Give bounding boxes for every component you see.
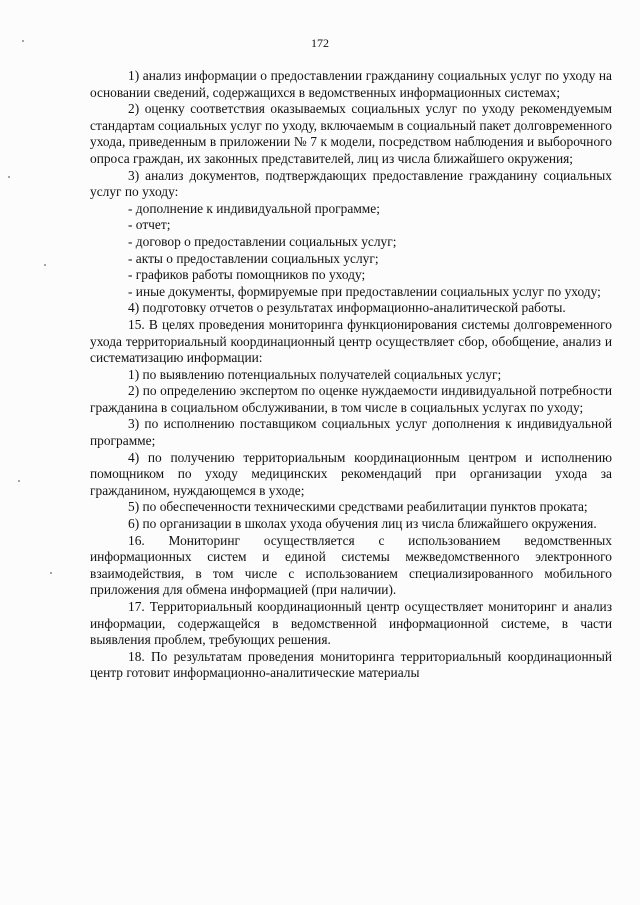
scan-speck (8, 176, 10, 178)
paragraph: 2) оценку соответствия оказываемых социальных услуг по уходу рекомендуемым стандартам социальных услуг по уходу, включаемым в социальный пакет долговременного ухода, приведенным в приложении № 7 к модели, посредством наблюдения и выборочного опроса граждан, их законных представителей, лиц из числа ближайшего окружения; (90, 101, 612, 166)
paragraph: 5) по обеспеченности техническими средствами реабилитации пунктов проката; (128, 499, 588, 515)
paragraph: 17. Территориальный координационный центр осуществляет мониторинг и анализ информации, содержащейся в ведомственной информационной системе, в части выявления проблем, требующих решения. (90, 599, 612, 648)
list-item: - графиков работы помощников по уходу; (128, 267, 366, 283)
page-number: 172 (311, 36, 329, 50)
list-item: - акты о предоставлении социальных услуг; (128, 250, 379, 266)
list-item: - договор о предоставлении социальных услуг; (128, 233, 397, 249)
list-item: - отчет; (128, 217, 171, 233)
scan-speck (50, 572, 52, 574)
paragraph: 2) по определению экспертом по оценке нуждаемости индивидуальной потребности гражданина в социальном обслуживании, в том числе в социальных услугах по уходу; (90, 383, 612, 415)
scan-speck (22, 40, 24, 42)
paragraph: 1) по выявлению потенциальных получателей социальных услуг; (128, 366, 502, 382)
paragraph: 4) подготовку отчетов о результатах информационно-аналитической работы. (128, 300, 566, 316)
paragraph: 16. Мониторинг осуществляется с использованием ведомственных информационных систем и единой системы межведомственного электронного взаимодействия, в том числе с использованием специализированного мобильного приложения для обмена информацией (при наличии). (90, 532, 612, 598)
paragraph: 1) анализ информации о предоставлении гражданину социальных услуг по уходу на основании сведений, содержащихся в ведомственных информационных системах; (90, 68, 612, 100)
paragraph: 18. По результатам проведения мониторинга территориальный координационный центр готовит информационно-аналитические материалы (90, 648, 612, 681)
paragraph: 6) по организации в школах ухода обучения лиц из числа ближайшего окружения. (128, 516, 597, 532)
scan-speck (18, 480, 20, 482)
paragraph: 3) анализ документов, подтверждающих предоставление гражданину социальных услуг по уходу: (90, 167, 612, 200)
document-body (90, 68, 612, 682)
scan-speck (44, 264, 46, 266)
list-item: - дополнение к индивидуальной программе; (128, 200, 380, 216)
paragraph: 3) по исполнению поставщиком социальных услуг дополнения к индивидуальной программе; (90, 416, 612, 449)
paragraph: 4) по получению территориальным координационным центром и исполнению помощником по уходу медицинских рекомендаций при организации ухода за гражданином, нуждающемся в уходе; (90, 449, 612, 498)
paragraph: 15. В целях проведения мониторинга функционирования системы долговременного ухода территориальный координационный центр осуществляет сбор, обобщение, анализ и систематизацию информации: (90, 316, 612, 366)
list-item: - иные документы, формируемые при предоставлении социальных услуг по уходу; (128, 283, 601, 299)
